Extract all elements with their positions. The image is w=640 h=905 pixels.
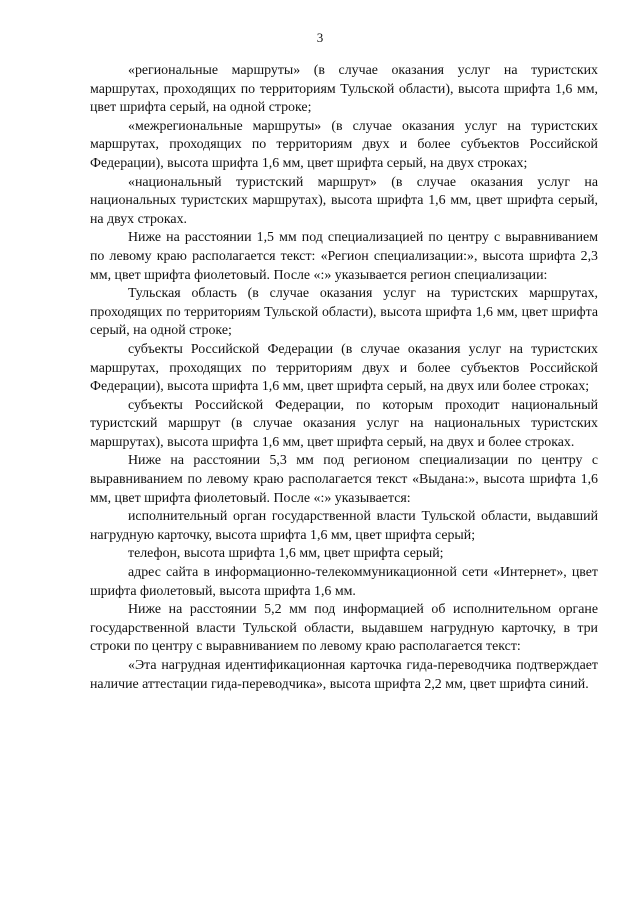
paragraph-website: адрес сайта в информационно-телекоммуникационной сети «Интернет», цвет шрифта фиолетовый, высота шрифта 1,6 мм. <box>90 565 598 599</box>
paragraph-tula-region: Тульская область (в случае оказания услуг на туристских маршрутах, проходящих по территориям Тульской области), высота шрифта 1,6 мм, цвет шрифта серый, на одной строке; <box>90 286 598 339</box>
paragraph-certification-text-position: Ниже на расстоянии 5,2 мм под информацией об исполнительном органе государственной власти Тульской области, выдавшем нагрудную карточку, в три строки по центру с выравниванием по левому краю располагается текст: <box>90 602 598 655</box>
paragraph-federal-subjects: субъекты Российской Федерации (в случае оказания услуг на туристских маршрутах, проходящих по территориям двух и более субъектов Российской Федерации), высота шрифта 1,6 мм, цвет шрифта серый, на двух или более строках; <box>90 341 598 395</box>
paragraph-national-route: «национальный туристский маршрут» (в случае оказания услуг на национальных туристских маршрутах), высота шрифта 1,6 мм, цвет шрифта серый, на двух строках. <box>90 174 598 227</box>
paragraph-phone: телефон, высота шрифта 1,6 мм, цвет шрифта серый; <box>128 546 444 562</box>
paragraph-interregional-routes: «межрегиональные маршруты» (в случае оказания услуг на туристских маршрутах, проходящих по территориям двух и более субъектов Российской Федерации), высота шрифта 1,6 мм, цвет шрифта серый, на двух строках; <box>90 118 598 171</box>
paragraph-regional-routes: «региональные маршруты» (в случае оказания услуг на туристских маршрутах, проходящих по территориям Тульской области), высота шрифта 1,6 мм, цвет шрифта серый, на одной строке; <box>90 63 598 116</box>
paragraph-issued-by: Ниже на расстоянии 5,3 мм под регионом специализации по центру с выравниванием по левому краю располагается текст «Выдана:», высота шрифта 1,6 мм, цвет шрифта фиолетовый. После «:» указывается: <box>90 453 598 506</box>
paragraph-executive-body: исполнительный орган государственной власти Тульской области, выдавший нагрудную карточку, высота шрифта 1,6 мм, цвет шрифта серый; <box>90 509 598 543</box>
paragraph-region-specialization: Ниже на расстоянии 1,5 мм под специализацией по центру с выравниванием по левому краю располагается текст: «Регион специализации:», высота шрифта 2,3 мм, цвет шрифта фиолетовый. После «:» указывается регион специализации: <box>90 230 598 283</box>
page-number: 3 <box>316 30 324 45</box>
paragraph-national-route-subjects: субъекты Российской Федерации, по которым проходит национальный туристский маршрут (в случае оказания услуг на национальных туристских маршрутах), высота шрифта 1,6 мм, цвет шрифта серый, на двух и более строках. <box>90 397 598 450</box>
paragraph-certification-text: «Эта нагрудная идентификационная карточка гида-переводчика подтверждает наличие аттестации гида-переводчика», высота шрифта 2,2 мм, цвет шрифта синий. <box>90 658 598 692</box>
document-body <box>90 62 598 694</box>
